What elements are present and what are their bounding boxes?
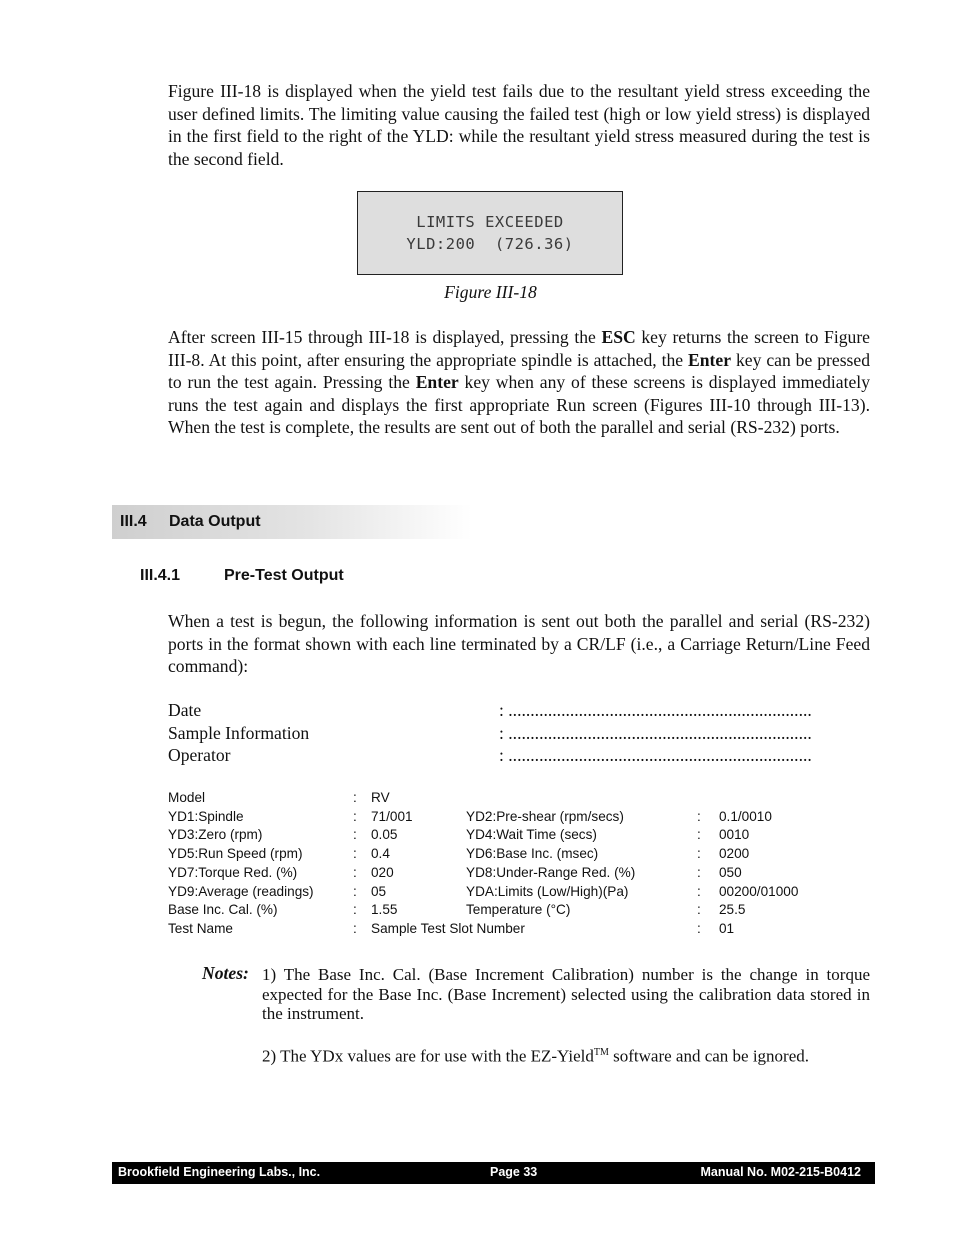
- pretest-paragraph: When a test is begun, the following information is sent out both the parallel and serial (RS-232) ports in the format shown with each line terminated by a CR/LF (i.e., a Carriage Return/Line Feed command):: [168, 611, 870, 677]
- param-colon: :: [353, 827, 357, 843]
- para-text: key when any of these screens is displayed immediately runs the test again and displays the first appropriate Run screen (Figures III-10 through III-13). When the test is complete, the results are sent out of both the parallel and serial (RS-232) ports.: [168, 372, 870, 438]
- note-2-text: software and can be ignored.: [608, 1046, 810, 1066]
- section-number: III.4: [120, 513, 147, 530]
- param-colon: :: [353, 864, 357, 880]
- note-2: [262, 1043, 870, 1066]
- param-value: RV: [371, 790, 390, 805]
- param-colon: :: [697, 883, 701, 899]
- param-value: 71/001: [371, 808, 413, 824]
- param-colon: :: [353, 920, 357, 936]
- param-value: 0200: [719, 846, 750, 862]
- para-text: key can be pressed to run the test again. Pressing the: [168, 349, 870, 393]
- param-colon: :: [697, 846, 701, 862]
- param-value: 05: [371, 883, 387, 899]
- param-colon: :: [353, 902, 357, 918]
- param-value: 01: [719, 920, 735, 936]
- param-colon: :: [697, 827, 701, 843]
- param-colon: :: [353, 883, 357, 899]
- intro-paragraph: Figure III-18 is displayed when the yield test fails due to the resultant yield stress exceeding the user defined limits. The limiting value causing the failed test (high or low yield stress) is displayed in the first field to the right of the YLD: while the resultant yield stress measured during the test is the second field.: [168, 81, 870, 169]
- param-value: 00200/01000: [719, 883, 799, 899]
- param-label: YDA:Limits (Low/High)(Pa): [466, 883, 629, 899]
- footer-company: Brookfield Engineering Labs., Inc.: [118, 1165, 321, 1179]
- param-value: Sample Test Slot Number: [371, 920, 525, 936]
- param-colon: :: [697, 920, 701, 936]
- param-colon: :: [697, 864, 701, 880]
- trademark-sup: TM: [593, 1047, 609, 1058]
- param-value: 1.55: [371, 902, 398, 918]
- param-value: 020: [371, 864, 394, 880]
- subsection-number: III.4.1: [140, 567, 181, 584]
- param-label: Base Inc. Cal. (%): [168, 902, 278, 918]
- param-label: YD1:Spindle: [168, 808, 244, 824]
- param-label: YD3:Zero (rpm): [168, 827, 263, 843]
- esc-key-text: ESC: [601, 327, 636, 347]
- param-label: YD9:Average (readings): [168, 883, 314, 899]
- param-value: 25.5: [719, 902, 746, 918]
- footer-manual: Manual No. M02-215-B0412: [700, 1165, 861, 1179]
- note-1: 1) The Base Inc. Cal. (Base Increment Calibration) number is the change in torque expected for the Base Inc. (Base Increment) selected using the calibration data stored in the instrument.: [262, 965, 870, 1024]
- section-heading-bar: [112, 505, 472, 539]
- param-label: YD4:Wait Time (secs): [466, 827, 597, 843]
- enter-key-text: Enter: [688, 349, 732, 370]
- param-value: 0010: [719, 827, 750, 843]
- param-value: 050: [719, 864, 742, 880]
- para-text: After screen III-15 through III-18 is displayed, pressing the: [168, 327, 602, 347]
- info-row-label: Operator: [168, 745, 231, 766]
- info-row: [168, 700, 870, 723]
- param-label: YD8:Under-Range Red. (%): [466, 864, 636, 880]
- param-label: YD2:Pre-shear (rpm/secs): [466, 808, 624, 824]
- param-colon: :: [353, 790, 357, 805]
- figure-caption: Figure III-18: [444, 282, 537, 302]
- param-label: Test Name: [168, 920, 233, 936]
- info-row-label: Sample Information: [168, 722, 310, 743]
- lcd-display: [357, 191, 623, 275]
- footer-page: Page 33: [490, 1165, 538, 1179]
- info-row-label: Date: [168, 700, 202, 720]
- para-text: key returns the screen to Figure III-8. At this point, after ensuring the appropriate spindle is attached, the: [168, 327, 870, 370]
- param-label: YD5:Run Speed (rpm): [168, 846, 303, 862]
- info-row-value: : .....................................................................: [499, 722, 812, 743]
- param-label: Model: [168, 790, 206, 805]
- footer-bar: [112, 1162, 875, 1184]
- param-label: YD6:Base Inc. (msec): [466, 846, 599, 862]
- section-title: Data Output: [169, 513, 261, 530]
- info-row-value: : .....................................................................: [499, 700, 812, 720]
- param-label: YD7:Torque Red. (%): [168, 864, 298, 880]
- subsection-title: Pre-Test Output: [224, 567, 344, 584]
- lcd-line-1: LIMITS EXCEEDED: [416, 213, 564, 231]
- info-row: [168, 745, 870, 768]
- param-colon: :: [697, 902, 701, 918]
- second-paragraph: [168, 326, 870, 439]
- param-value: 0.4: [371, 846, 390, 862]
- param-colon: :: [353, 846, 357, 862]
- param-colon: :: [697, 808, 701, 824]
- lcd-line-2: YLD:200 (726.36): [406, 235, 574, 253]
- param-colon: :: [353, 808, 357, 824]
- enter-key-text: Enter: [415, 372, 459, 393]
- param-value: 0.1/0010: [719, 808, 772, 824]
- notes-label: Notes:: [202, 963, 249, 983]
- param-value: 0.05: [371, 827, 398, 843]
- param-label: Temperature (°C): [466, 902, 571, 918]
- info-row-value: : .....................................................................: [499, 745, 812, 766]
- note-2-text: 2) The YDx values are for use with the EZ-Yield: [262, 1046, 594, 1066]
- info-row: [168, 723, 870, 746]
